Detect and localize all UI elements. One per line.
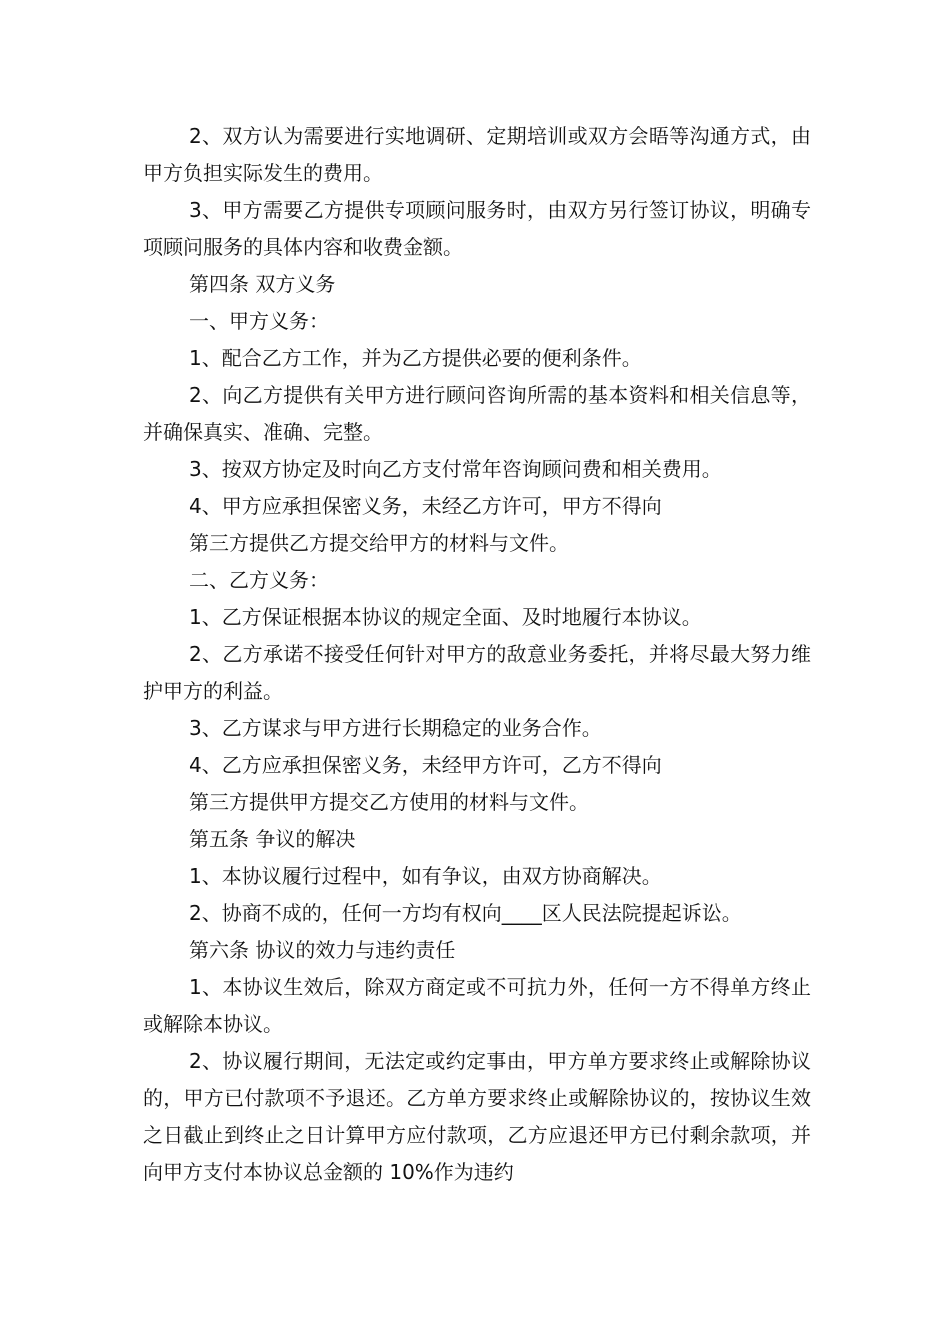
paragraph-b-4: 4、乙方应承担保密义务，未经甲方许可，乙方不得向 xyxy=(189,753,662,777)
paragraph-dispute-1: 1、本协议履行过程中，如有争议，由双方协商解决。 xyxy=(189,864,662,888)
paragraph-a-1: 1、配合乙方工作，并为乙方提供必要的便利条件。 xyxy=(189,346,642,370)
paragraph-b-4-continued: 第三方提供甲方提交乙方使用的材料与文件。 xyxy=(189,790,589,814)
article-5-heading: 第五条 争议的解决 xyxy=(189,827,356,851)
article-4-heading: 第四条 双方义务 xyxy=(189,272,336,296)
paragraph-item-2-survey-costs: 2、双方认为需要进行实地调研、定期培训或双方会晤等沟通方式，由甲方负担实际发生的费用。 xyxy=(143,124,811,185)
paragraph-a-2: 2、向乙方提供有关甲方进行顾问咨询所需的基本资料和相关信息等，并确保真实、准确、完整。 xyxy=(143,383,811,444)
paragraph-b-2: 2、乙方承诺不接受任何针对甲方的敌意业务委托，并将尽最大努力维护甲方的利益。 xyxy=(143,642,811,703)
paragraph-b-3: 3、乙方谋求与甲方进行长期稳定的业务合作。 xyxy=(189,716,602,740)
paragraph-effect-1: 1、本协议生效后，除双方商定或不可抗力外，任何一方不得单方终止或解除本协议。 xyxy=(143,975,811,1036)
paragraph-a-4-continued: 第三方提供乙方提交给甲方的材料与文件。 xyxy=(189,531,569,555)
paragraph-dispute-2: 2、协商不成的，任何一方均有权向____区人民法院提起诉讼。 xyxy=(189,901,742,925)
paragraph-b-1: 1、乙方保证根据本协议的规定全面、及时地履行本协议。 xyxy=(189,605,702,629)
party-b-obligations-heading: 二、乙方义务： xyxy=(189,568,329,592)
paragraph-a-4: 4、甲方应承担保密义务，未经乙方许可，甲方不得向 xyxy=(189,494,662,518)
article-6-heading: 第六条 协议的效力与违约责任 xyxy=(189,938,456,962)
paragraph-effect-2: 2、协议履行期间，无法定或约定事由，甲方单方要求终止或解除协议的，甲方已付款项不予退还。乙方单方要求终止或解除协议的，按协议生效之日截止到终止之日计算甲方应付款项，乙方应退还甲方已付剩余款项，并向甲方支付本协议总金额的 10%作为违约 xyxy=(143,1049,811,1184)
document-body xyxy=(143,118,811,1191)
paragraph-item-3-special-services: 3、甲方需要乙方提供专项顾问服务时，由双方另行签订协议，明确专项顾问服务的具体内容和收费金额。 xyxy=(143,198,811,259)
party-a-obligations-heading: 一、甲方义务： xyxy=(189,309,329,333)
paragraph-a-3: 3、按双方协定及时向乙方支付常年咨询顾问费和相关费用。 xyxy=(189,457,722,481)
